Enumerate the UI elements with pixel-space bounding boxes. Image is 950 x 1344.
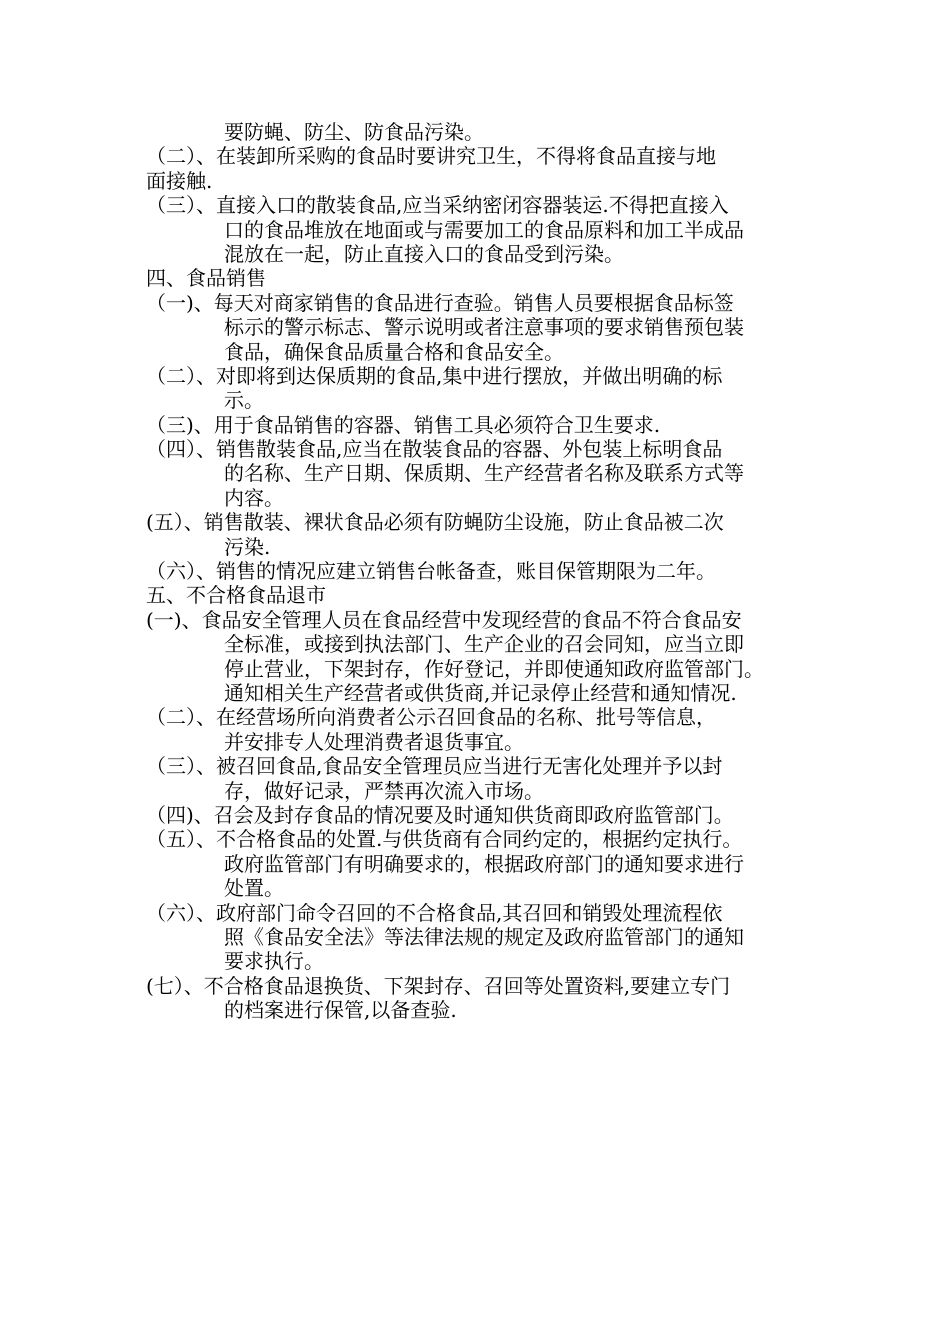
paragraph-line: 面接触. <box>146 168 213 193</box>
paragraph-line: 五、不合格食品退市 <box>146 583 326 608</box>
paragraph-line: （四)、召会及封存食品的情况要及时通知供货商即政府监管部门。 <box>146 802 734 827</box>
paragraph-continuation-line: 处置。 <box>224 876 284 901</box>
paragraph-line: （二）、对即将到达保质期的食品,集中进行摆放，并做出明确的标 <box>146 363 723 388</box>
document-body <box>146 120 826 1022</box>
paragraph-continuation-line: 通知相关生产经营者或供货商,并记录停止经营和通知情况. <box>224 680 737 705</box>
paragraph-continuation-line: 食品，确保食品质量合格和食品安全。 <box>224 339 564 364</box>
paragraph-continuation-line: 内容。 <box>224 485 284 510</box>
paragraph-line: （二）、在经营场所向消费者公示召回食品的名称、批号等信息， <box>146 705 716 730</box>
paragraph-continuation-line: 口的食品堆放在地面或与需要加工的食品原料和加工半成品 <box>224 217 744 242</box>
paragraph-line: (七）、不合格食品退换货、下架封存、召回等处置资料,要建立专门 <box>146 973 731 998</box>
paragraph-line: （二）、在装卸所采购的食品时要讲究卫生，不得将食品直接与地 <box>146 144 716 169</box>
paragraph-continuation-line: 示。 <box>224 388 264 413</box>
paragraph-line: （四）、销售散装食品,应当在散装食品的容器、外包装上标明食品 <box>146 437 723 462</box>
paragraph-line: （六）、销售的情况应建立销售台帐备查，账目保管期限为二年。 <box>146 559 716 584</box>
paragraph-continuation-line: 要防蝇、防尘、防食品污染。 <box>224 120 484 144</box>
paragraph-line: (一)、食品安全管理人员在食品经营中发现经营的食品不符合食品安 <box>146 607 742 632</box>
paragraph-line: (五）、销售散装、裸状食品必须有防蝇防尘设施，防止食品被二次 <box>146 510 724 535</box>
paragraph-line: （三）、直接入口的散装食品,应当采纳密闭容器装运.不得把直接入 <box>146 193 729 218</box>
paragraph-continuation-line: 全标准，或接到执法部门、生产企业的召会同知，应当立即 <box>224 632 744 657</box>
paragraph-line: （三）、被召回食品,食品安全管理员应当进行无害化处理并予以封 <box>146 754 723 779</box>
paragraph-continuation-line: 并安排专人处理消费者退货事宜。 <box>224 729 524 754</box>
paragraph-continuation-line: 存，做好记录，严禁再次流入市场。 <box>224 778 544 803</box>
paragraph-continuation-line: 停止营业，下架封存，作好登记，并即使通知政府监管部门。 <box>224 656 764 681</box>
paragraph-line: 四、食品销售 <box>146 266 266 291</box>
paragraph-line: （三)、用于食品销售的容器、销售工具必须符合卫生要求. <box>146 412 661 437</box>
paragraph-continuation-line: 照《食品安全法》等法律法规的规定及政府监管部门的通知 <box>224 924 744 949</box>
paragraph-line: （六）、政府部门命令召回的不合格食品,其召回和销毁处理流程依 <box>146 900 723 925</box>
paragraph-continuation-line: 混放在一起，防止直接入口的食品受到污染。 <box>224 241 624 266</box>
paragraph-line: （五）、不合格食品的处置.与供货商有合同约定的，根据约定执行。 <box>146 827 743 852</box>
paragraph-continuation-line: 的档案进行保管,以备查验. <box>224 998 457 1023</box>
paragraph-continuation-line: 要求执行。 <box>224 949 324 974</box>
paragraph-line: （一)、每天对商家销售的食品进行查验。销售人员要根据食品标签 <box>146 290 734 315</box>
paragraph-continuation-line: 的名称、生产日期、保质期、生产经营者名称及联系方式等 <box>224 461 744 486</box>
paragraph-continuation-line: 政府监管部门有明确要求的，根据政府部门的通知要求进行 <box>224 851 744 876</box>
paragraph-continuation-line: 污染. <box>224 534 271 559</box>
paragraph-continuation-line: 标示的警示标志、警示说明或者注意事项的要求销售预包装 <box>224 315 744 340</box>
